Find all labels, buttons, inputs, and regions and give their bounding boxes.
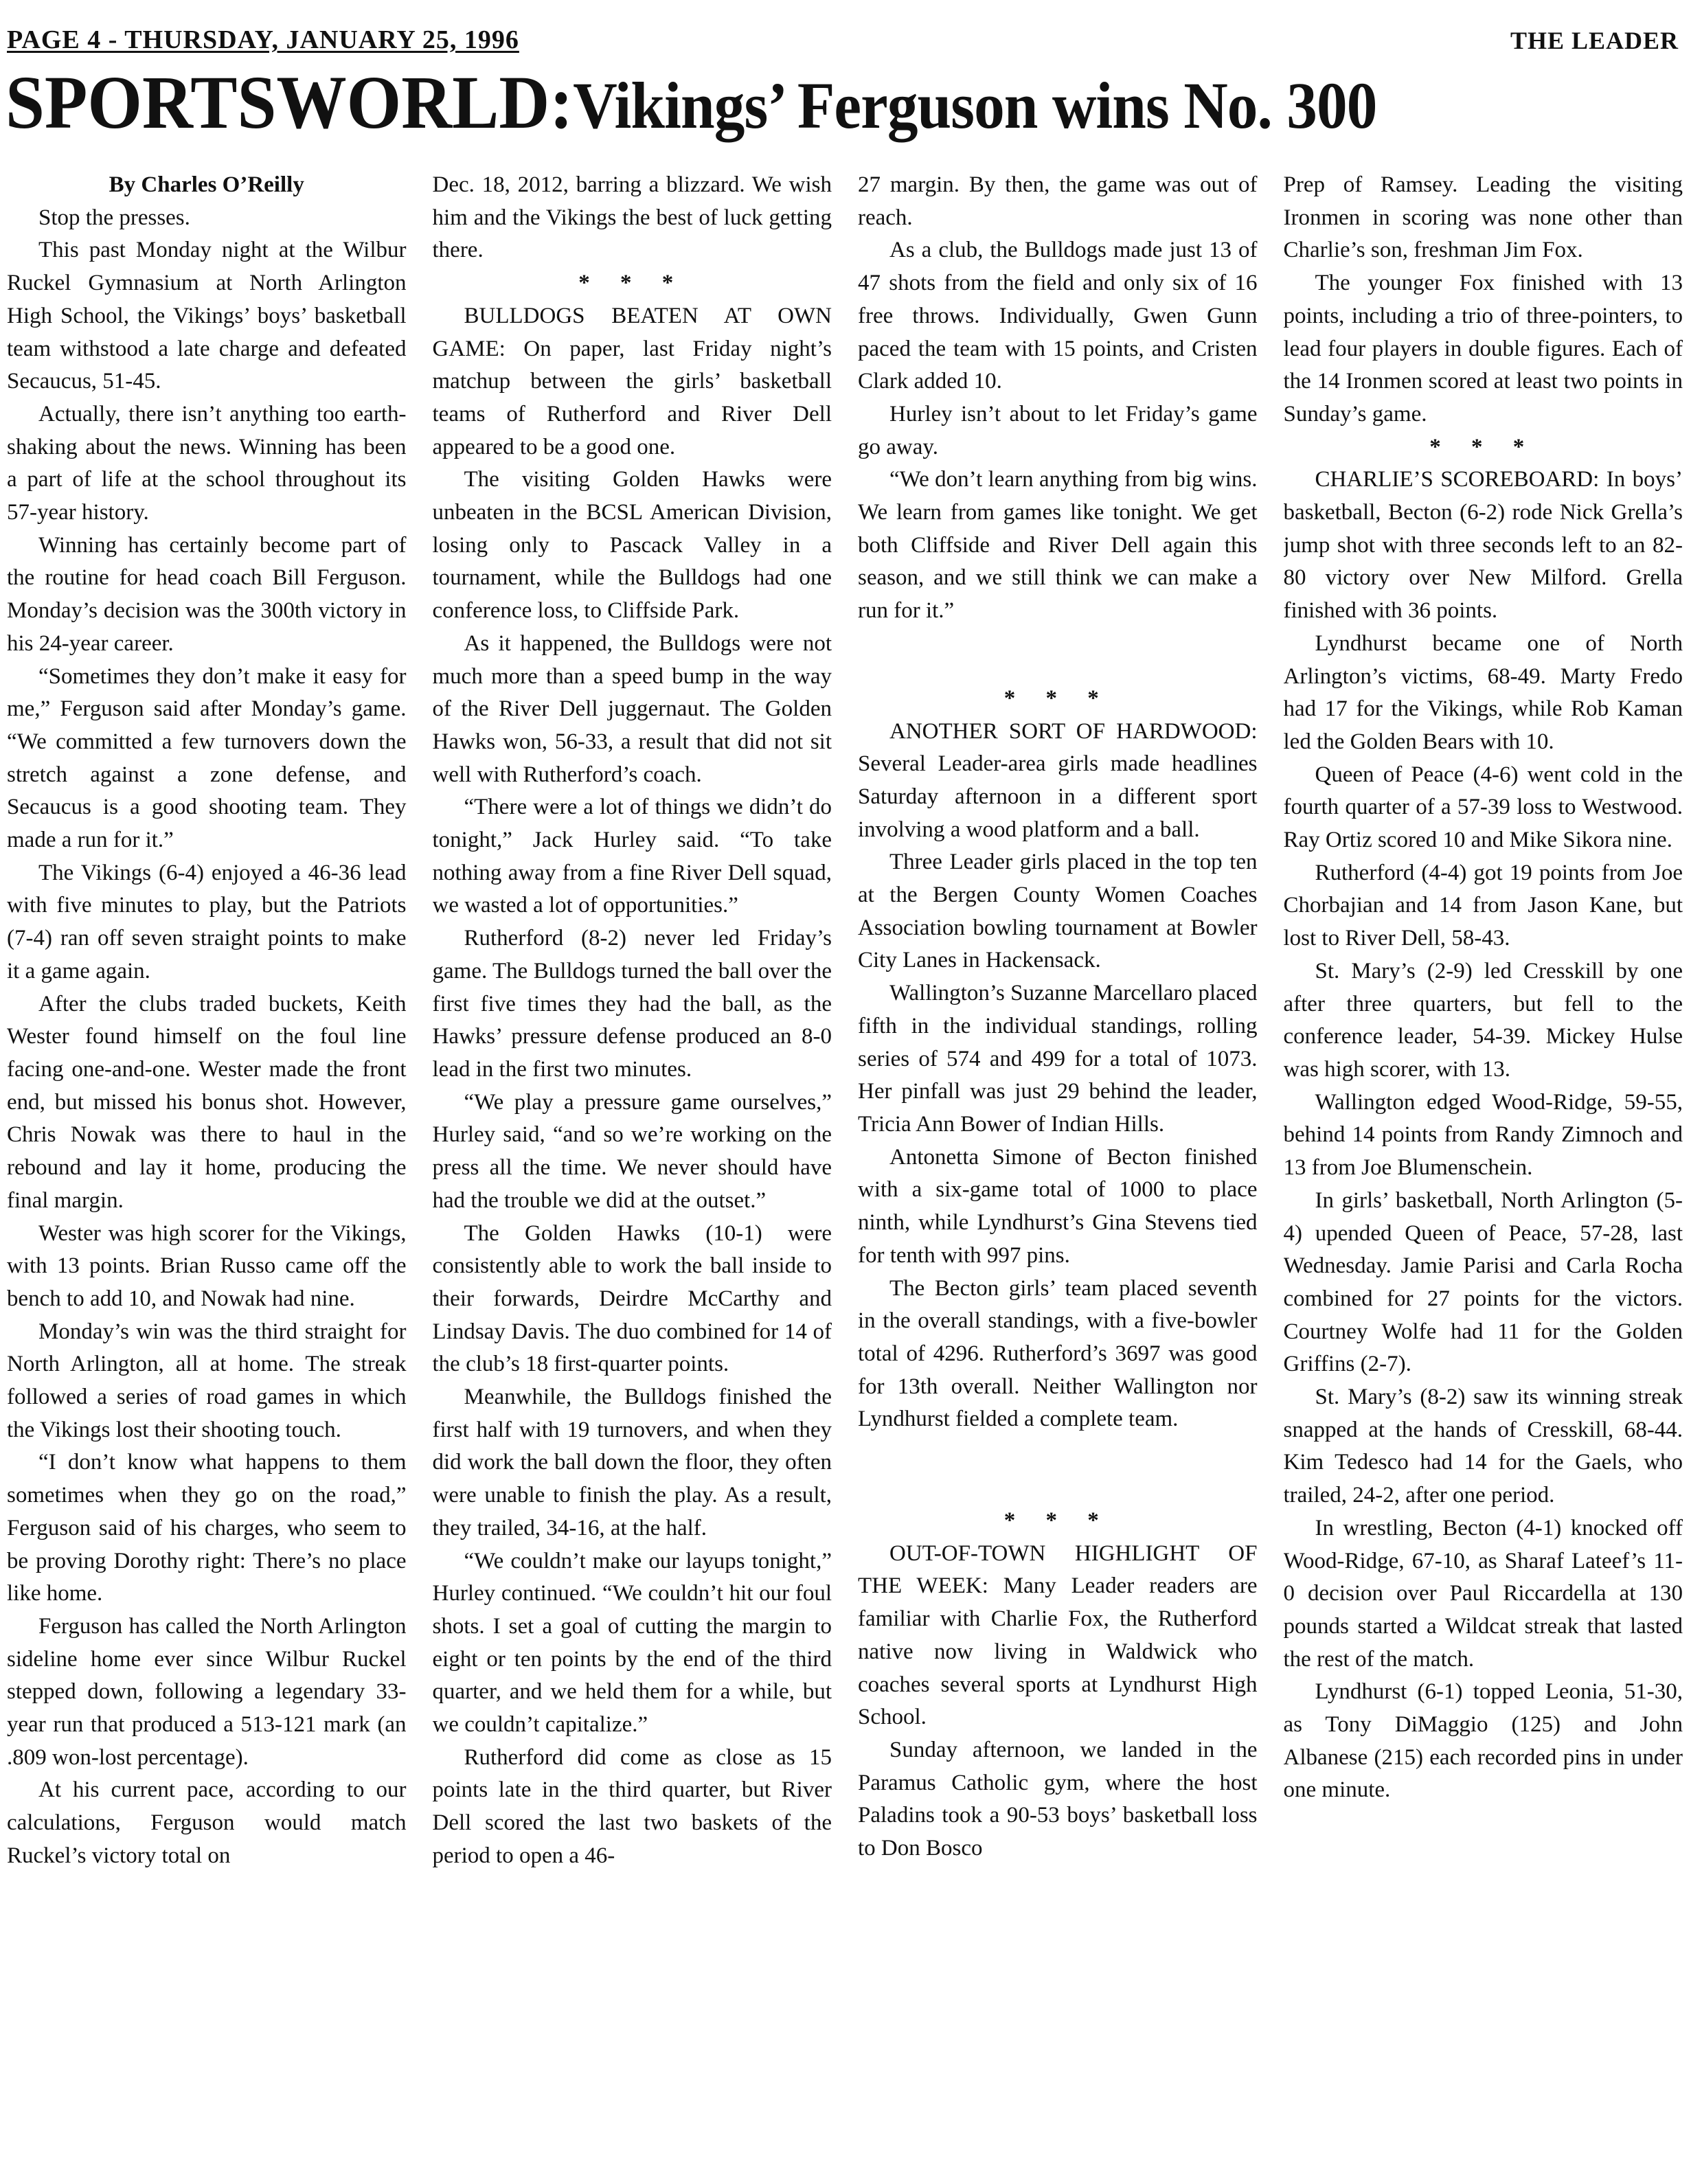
article-paragraph: Meanwhile, the Bulldogs finished the first half with 19 turnovers, and when they did work the ball down the floor, they often were unable to finish the play. As a result, they trailed, 34-16, at the half. [432, 1385, 832, 1540]
article-paragraph: Sunday afternoon, we landed in the Paramus Catholic gym, where the host Paladins took a 90-53 boys’ basketball loss to Don Bosco [858, 1737, 1258, 1861]
article-paragraph: Three Leader girls placed in the top ten at the Bergen County Women Coaches Association bowling tournament at Bowler City Lanes in Hackensack. [858, 850, 1258, 973]
section-separator: * * * [1003, 685, 1111, 711]
article-paragraph: As a club, the Bulldogs made just 13 of 47 shots from the field and only six of 16 free throws. Individually, Gwen Gunn paced the team with 15 points, and Cristen Clark added 10. [858, 238, 1258, 394]
article-paragraph: Wallington edged Wood-Ridge, 59-55, behind 14 points from Randy Zimnoch and 13 from Joe Blumenschein. [1283, 1089, 1683, 1181]
article-column-4 [1284, 169, 1683, 2174]
article-paragraph: Lyndhurst became one of North Arlington’s victims, 68-49. Marty Fredo had 17 for the Vikings, while Rob Kaman led the Golden Bears with 10. [1283, 630, 1683, 754]
article-paragraph: Rutherford (4-4) got 19 points from Joe Chorbajian and 14 from Jason Kane, but lost to River Dell, 58-43. [1283, 860, 1683, 951]
article-paragraph: At his current pace, according to our calculations, Ferguson would match Ruckel’s victory total on [7, 1777, 407, 1868]
article-paragraph: “There were a lot of things we didn’t do tonight,” Jack Hurley said. “To take nothing away from a fine River Dell squad, we wasted a lot of opportunities.” [432, 795, 832, 918]
article-paragraph: St. Mary’s (2-9) led Cresskill by one after three quarters, but fell to the conference leader, 54-39. Mickey Hulse was high scorer, with 13. [1283, 958, 1683, 1082]
article-column-3 [858, 169, 1258, 2174]
article-paragraph: “We play a pressure game ourselves,” Hurley said, “and so we’re working on the press all the time. We never should have had the trouble we did at the outset.” [432, 1089, 832, 1213]
article-paragraph: Actually, there isn’t anything too earth-shaking about the news. Winning has been a part of life at the school throughout its 57-year history. [7, 401, 407, 525]
section-separator: * * * [1429, 434, 1537, 459]
article-column-1 [7, 169, 407, 2174]
article-paragraph: Wester was high scorer for the Vikings, with 13 points. Brian Russo came off the bench to add 10, and Nowak had nine. [7, 1220, 407, 1311]
section-lead-paragraph: BULLDOGS BEATEN AT OWN GAME: On paper, last Friday night’s matchup between the girls’ basketball teams of Rutherford and River Dell appeared to be a good one. [432, 303, 832, 459]
page-folio: PAGE 4 - THURSDAY, JANUARY 25, 1996 [7, 25, 519, 54]
article-columns [7, 169, 1683, 2174]
article-paragraph: Lyndhurst (6-1) topped Leonia, 51-30, as Tony DiMaggio (125) and John Albanese (215) each recorded pins in under one minute. [1283, 1679, 1683, 1803]
article-paragraph: Rutherford did come as close as 15 points late in the third quarter, but River Dell scored the last two baskets of the period to open a 46- [432, 1744, 832, 1868]
byline: By Charles O’Reilly [109, 172, 304, 197]
article-paragraph: Dec. 18, 2012, barring a blizzard. We wish him and the Vikings the best of luck getting there. [432, 172, 832, 263]
section-lead-paragraph: CHARLIE’S SCOREBOARD: In boys’ basketball, Becton (6-2) rode Nick Grella’s jump shot with three seconds left to an 82-80 victory over New Milford. Grella finished with 36 points. [1283, 467, 1683, 624]
article-paragraph: Rutherford (8-2) never led Friday’s game. The Bulldogs turned the ball over the first five times they had the ball, as the Hawks’ pressure defense produced an 8-0 lead in the first two minutes. [432, 926, 832, 1082]
article-paragraph: Monday’s win was the third straight for North Arlington, all at home. The streak followed a series of road games in which the Vikings lost their shooting touch. [7, 1319, 407, 1442]
headline-deck: Vikings’ Ferguson wins No. 300 [573, 69, 1377, 142]
article-paragraph: “I don’t know what happens to them sometimes when they go on the road,” Ferguson said of his charges, who seem to be proving Dorothy right: There’s no place like home. [7, 1450, 407, 1606]
article-paragraph: Hurley isn’t about to let Friday’s game go away. [858, 401, 1258, 459]
article-paragraph: In girls’ basketball, North Arlington (5-4) upended Queen of Peace, 57-28, last Wednesday. Jamie Parisi and Carla Rocha combined for 27 points for the victors. Courtney Wolfe had 11 for the Golden Griffins (2-7). [1283, 1187, 1683, 1377]
article-paragraph: Wallington’s Suzanne Marcellaro placed fifth in the individual standings, rolling series of 574 and 499 for a total of 1073. Her pinfall was just 29 behind the leader, Tricia Ann Bower of Indian Hills. [858, 981, 1258, 1137]
article-paragraph: 27 margin. By then, the game was out of reach. [858, 172, 1258, 230]
article-paragraph: “Sometimes they don’t make it easy for me,” Ferguson said after Monday’s game. “We committed a few turnovers down the stretch against a zone defense, and Secaucus is a good shooting team. They made a run for it.” [7, 663, 407, 853]
article-paragraph: The Vikings (6-4) enjoyed a 46-36 lead with five minutes to play, but the Patriots (7-4) ran off seven straight points to make it a game again. [7, 860, 407, 983]
article-column-2 [433, 169, 832, 2174]
article-paragraph: “We don’t learn anything from big wins. We learn from games like tonight. We get both Cliffside and River Dell again this season, and we still think we can make a run for it.” [858, 467, 1258, 624]
article-paragraph: The younger Fox finished with 13 points, including a trio of three-pointers, to lead four players in double figures. Each of the 14 Ironmen scored at least two points in Sunday’s game. [1283, 271, 1683, 426]
section-lead-paragraph: OUT-OF-TOWN HIGHLIGHT OF THE WEEK: Many Leader readers are familiar with Charlie Fox, the Rutherford native now living in Waldwick who coaches several sports at Lyndhurst High School. [858, 1540, 1258, 1730]
article-paragraph: After the clubs traded buckets, Keith Wester found himself on the foul line facing one-and-one. Wester made the front end, but missed his bonus shot. However, Chris Nowak was there to haul in the rebound and lay it home, producing the final margin. [7, 991, 407, 1213]
article-paragraph: The Golden Hawks (10-1) were consistently able to work the ball inside to their forwards, Deirdre McCarthy and Lindsay Davis. The duo combined for 14 of the club’s 18 first-quarter points. [432, 1220, 832, 1377]
article-paragraph: Antonetta Simone of Becton finished with a six-game total of 1000 to place ninth, while Lyndhurst’s Gina Stevens tied for tenth with 997 pins. [858, 1144, 1258, 1268]
article-paragraph: “We couldn’t make our layups tonight,” Hurley continued. “We couldn’t hit our foul shots. I set a goal of cutting the margin to eight or ten points by the end of the third quarter, and we held them for a while, but we couldn’t capitalize.” [432, 1548, 832, 1738]
article-paragraph: Stop the presses. [38, 205, 190, 230]
article-paragraph: This past Monday night at the Wilbur Ruckel Gymnasium at North Arlington High School, the Vikings’ boys’ basketball team withstood a late charge and defeated Secaucus, 51-45. [7, 238, 407, 394]
page-headline [5, 59, 1376, 146]
headline-kicker: SPORTSWORLD: [5, 60, 574, 144]
section-lead-paragraph: ANOTHER SORT OF HARDWOOD: Several Leader-area girls made headlines Saturday afternoon in a different sport involving a wood platform and a ball. [858, 718, 1258, 842]
newspaper-name: THE LEADER [1510, 27, 1679, 54]
article-paragraph: As it happened, the Bulldogs were not much more than a speed bump in the way of the River Dell juggernaut. The Golden Hawks won, 56-33, a result that did not sit well with Rutherford’s coach. [432, 630, 832, 787]
article-paragraph: The visiting Golden Hawks were unbeaten in the BCSL American Division, losing only to Pascack Valley in a tournament, while the Bulldogs had one conference loss, to Cliffside Park. [432, 467, 832, 624]
article-paragraph: The Becton girls’ team placed seventh in the overall standings, with a five-bowler total of 4296. Rutherford’s 3697 was good for 13th overall. Neither Wallington nor Lyndhurst fielded a complete team. [858, 1275, 1258, 1432]
article-paragraph: St. Mary’s (8-2) saw its winning streak snapped at the hands of Cresskill, 68-44. Kim Tedesco had 14 for the Gaels, who trailed, 24-2, after one period. [1283, 1385, 1683, 1508]
article-paragraph: Winning has certainly become part of the routine for head coach Bill Ferguson. Monday’s decision was the 300th victory in his 24-year career. [7, 532, 407, 656]
article-paragraph: In wrestling, Becton (4-1) knocked off Wood-Ridge, 67-10, as Sharaf Lateef’s 11-0 decision over Paul Riccardella at 130 pounds started a Wildcat streak that lasted the rest of the match. [1283, 1515, 1683, 1672]
section-separator: * * * [578, 271, 686, 296]
article-paragraph: Queen of Peace (4-6) went cold in the fourth quarter of a 57-39 loss to Westwood. Ray Ortiz scored 10 and Mike Sikora nine. [1283, 762, 1683, 853]
article-paragraph: Prep of Ramsey. Leading the visiting Ironmen in scoring was none other than Charlie’s son, freshman Jim Fox. [1283, 172, 1683, 263]
section-separator: * * * [1003, 1508, 1111, 1534]
article-paragraph: Ferguson has called the North Arlington sideline home ever since Wilbur Ruckel stepped down, following a legendary 33-year run that produced a 513-121 mark (an .809 won-lost percentage). [7, 1613, 407, 1770]
